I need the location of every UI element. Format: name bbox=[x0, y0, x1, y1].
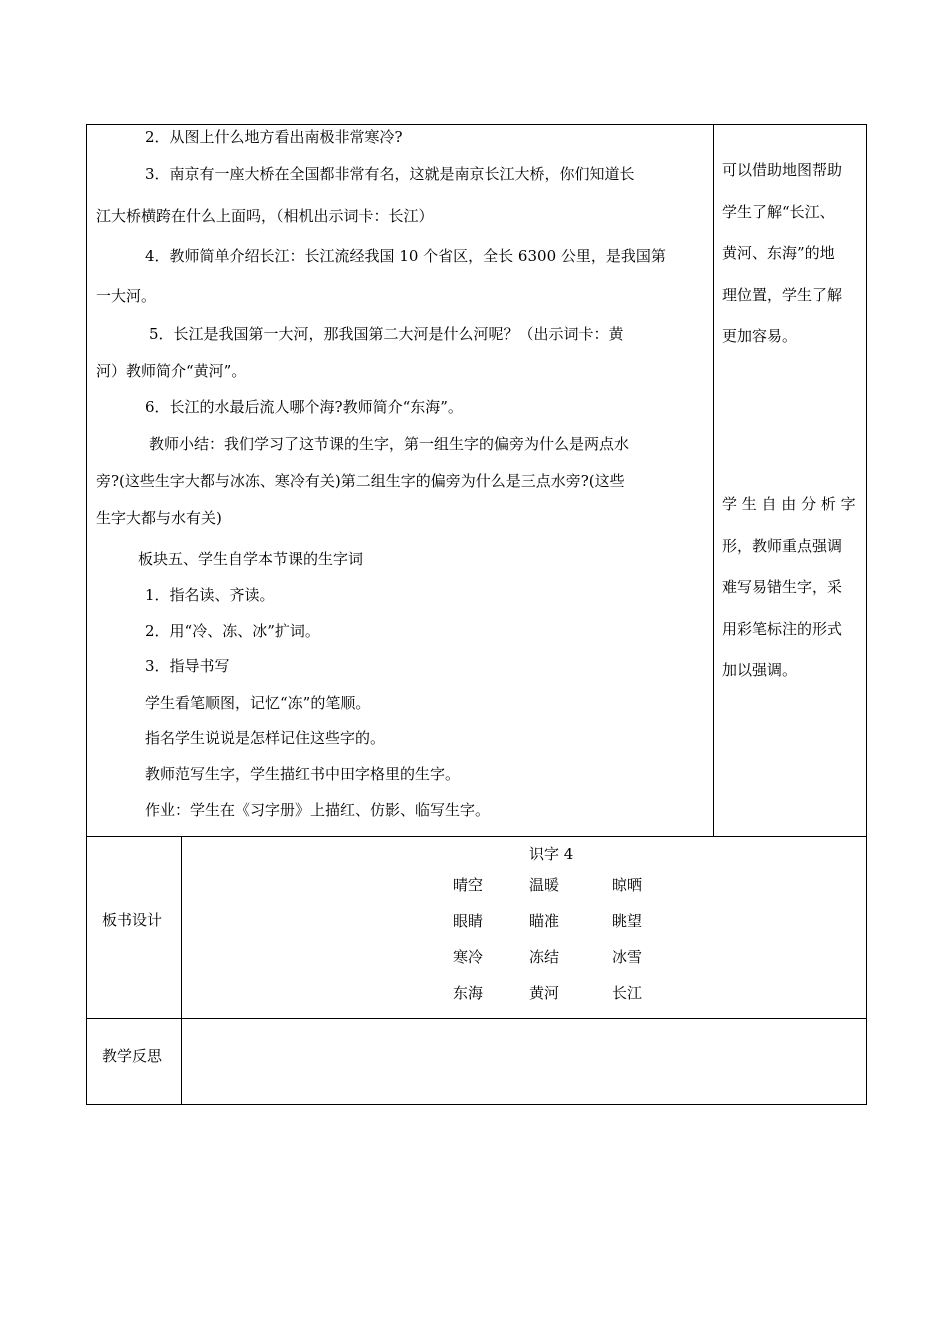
lesson-line: 2．从图上什么地方看出南极非常寒冷? bbox=[145, 128, 403, 146]
reflection-row-divider bbox=[86, 1018, 867, 1019]
lesson-line: 学生看笔顺图，记忆“冻”的笔顺。 bbox=[145, 694, 371, 712]
board-label: 板书设计 bbox=[102, 911, 163, 929]
board-word: 眼睛 bbox=[453, 912, 484, 930]
lesson-line: 3．指导书写 bbox=[145, 657, 230, 675]
label-column-divider bbox=[181, 836, 182, 1105]
note-line: 可以借助地图帮助 bbox=[722, 161, 843, 179]
side-note-map bbox=[722, 150, 862, 358]
lesson-line: 2．用“冷、冻、冰”扩词。 bbox=[145, 622, 320, 640]
note-line: 更加容易。 bbox=[722, 327, 798, 345]
reflection-label: 教学反思 bbox=[102, 1047, 163, 1065]
note-line: 黄河、东海”的地 bbox=[722, 244, 835, 262]
lesson-line: 河）教师简介“黄河”。 bbox=[96, 362, 247, 380]
board-word: 晴空 bbox=[453, 876, 484, 894]
lesson-line: 指名学生说说是怎样记住这些字的。 bbox=[145, 729, 386, 747]
note-line: 难写易错生字，采 bbox=[722, 578, 843, 596]
note-line: 学 生 自 由 分 析 字 bbox=[722, 495, 856, 513]
board-word: 冰雪 bbox=[612, 948, 643, 966]
lesson-line: 旁?(这些生字大都与冰冻、寒冷有关)第二组生字的偏旁为什么是三点水旁?(这些 bbox=[96, 472, 625, 490]
board-word: 眺望 bbox=[612, 912, 643, 930]
lesson-line: 教师范写生字，学生描红书中田字格里的生字。 bbox=[145, 765, 461, 783]
board-title: 识字 4 bbox=[529, 845, 574, 863]
lesson-line: 一大河。 bbox=[96, 287, 157, 305]
note-line: 加以强调。 bbox=[722, 661, 798, 679]
board-word: 寒冷 bbox=[453, 948, 484, 966]
board-word: 黄河 bbox=[529, 984, 560, 1002]
lesson-line: 6．长江的水最后流人哪个海?教师简介“东海”。 bbox=[145, 398, 463, 416]
board-word: 温暖 bbox=[529, 876, 560, 894]
lesson-line: 4．教师简单介绍长江：长江流经我国 10 个省区，全长 6300 公里，是我国第 bbox=[145, 247, 666, 265]
lesson-line: 1．指名读、齐读。 bbox=[145, 586, 275, 604]
board-word: 瞄准 bbox=[529, 912, 560, 930]
board-word: 冻结 bbox=[529, 948, 560, 966]
note-line: 形，教师重点强调 bbox=[722, 536, 843, 555]
lesson-line: 教师小结：我们学习了这节课的生字，第一组生字的偏旁为什么是两点水 bbox=[149, 435, 630, 453]
board-word: 东海 bbox=[453, 984, 484, 1002]
lesson-line: 3．南京有一座大桥在全国都非常有名，这就是南京长江大桥，你们知道长 bbox=[145, 165, 635, 183]
side-note-writing bbox=[722, 484, 862, 692]
note-line: 学生了解“长江、 bbox=[722, 202, 835, 221]
board-row-divider bbox=[86, 836, 867, 837]
lesson-line: 5．长江是我国第一大河，那我国第二大河是什么河呢？（出示词卡：黄 bbox=[149, 325, 624, 343]
note-line: 用彩笔标注的形式 bbox=[722, 619, 843, 638]
lesson-line: 江大桥横跨在什么上面吗，（相机出示词卡：长江） bbox=[96, 207, 434, 225]
note-line: 理位置，学生了解 bbox=[722, 285, 843, 304]
board-word: 晾晒 bbox=[612, 876, 643, 894]
section-heading: 板块五、学生自学本节课的生字词 bbox=[138, 550, 364, 568]
lesson-line: 生字大都与水有关) bbox=[96, 509, 222, 527]
board-word: 长江 bbox=[612, 984, 643, 1002]
lesson-line: 作业：学生在《习字册》上描红、仿影、临写生字。 bbox=[145, 801, 491, 819]
